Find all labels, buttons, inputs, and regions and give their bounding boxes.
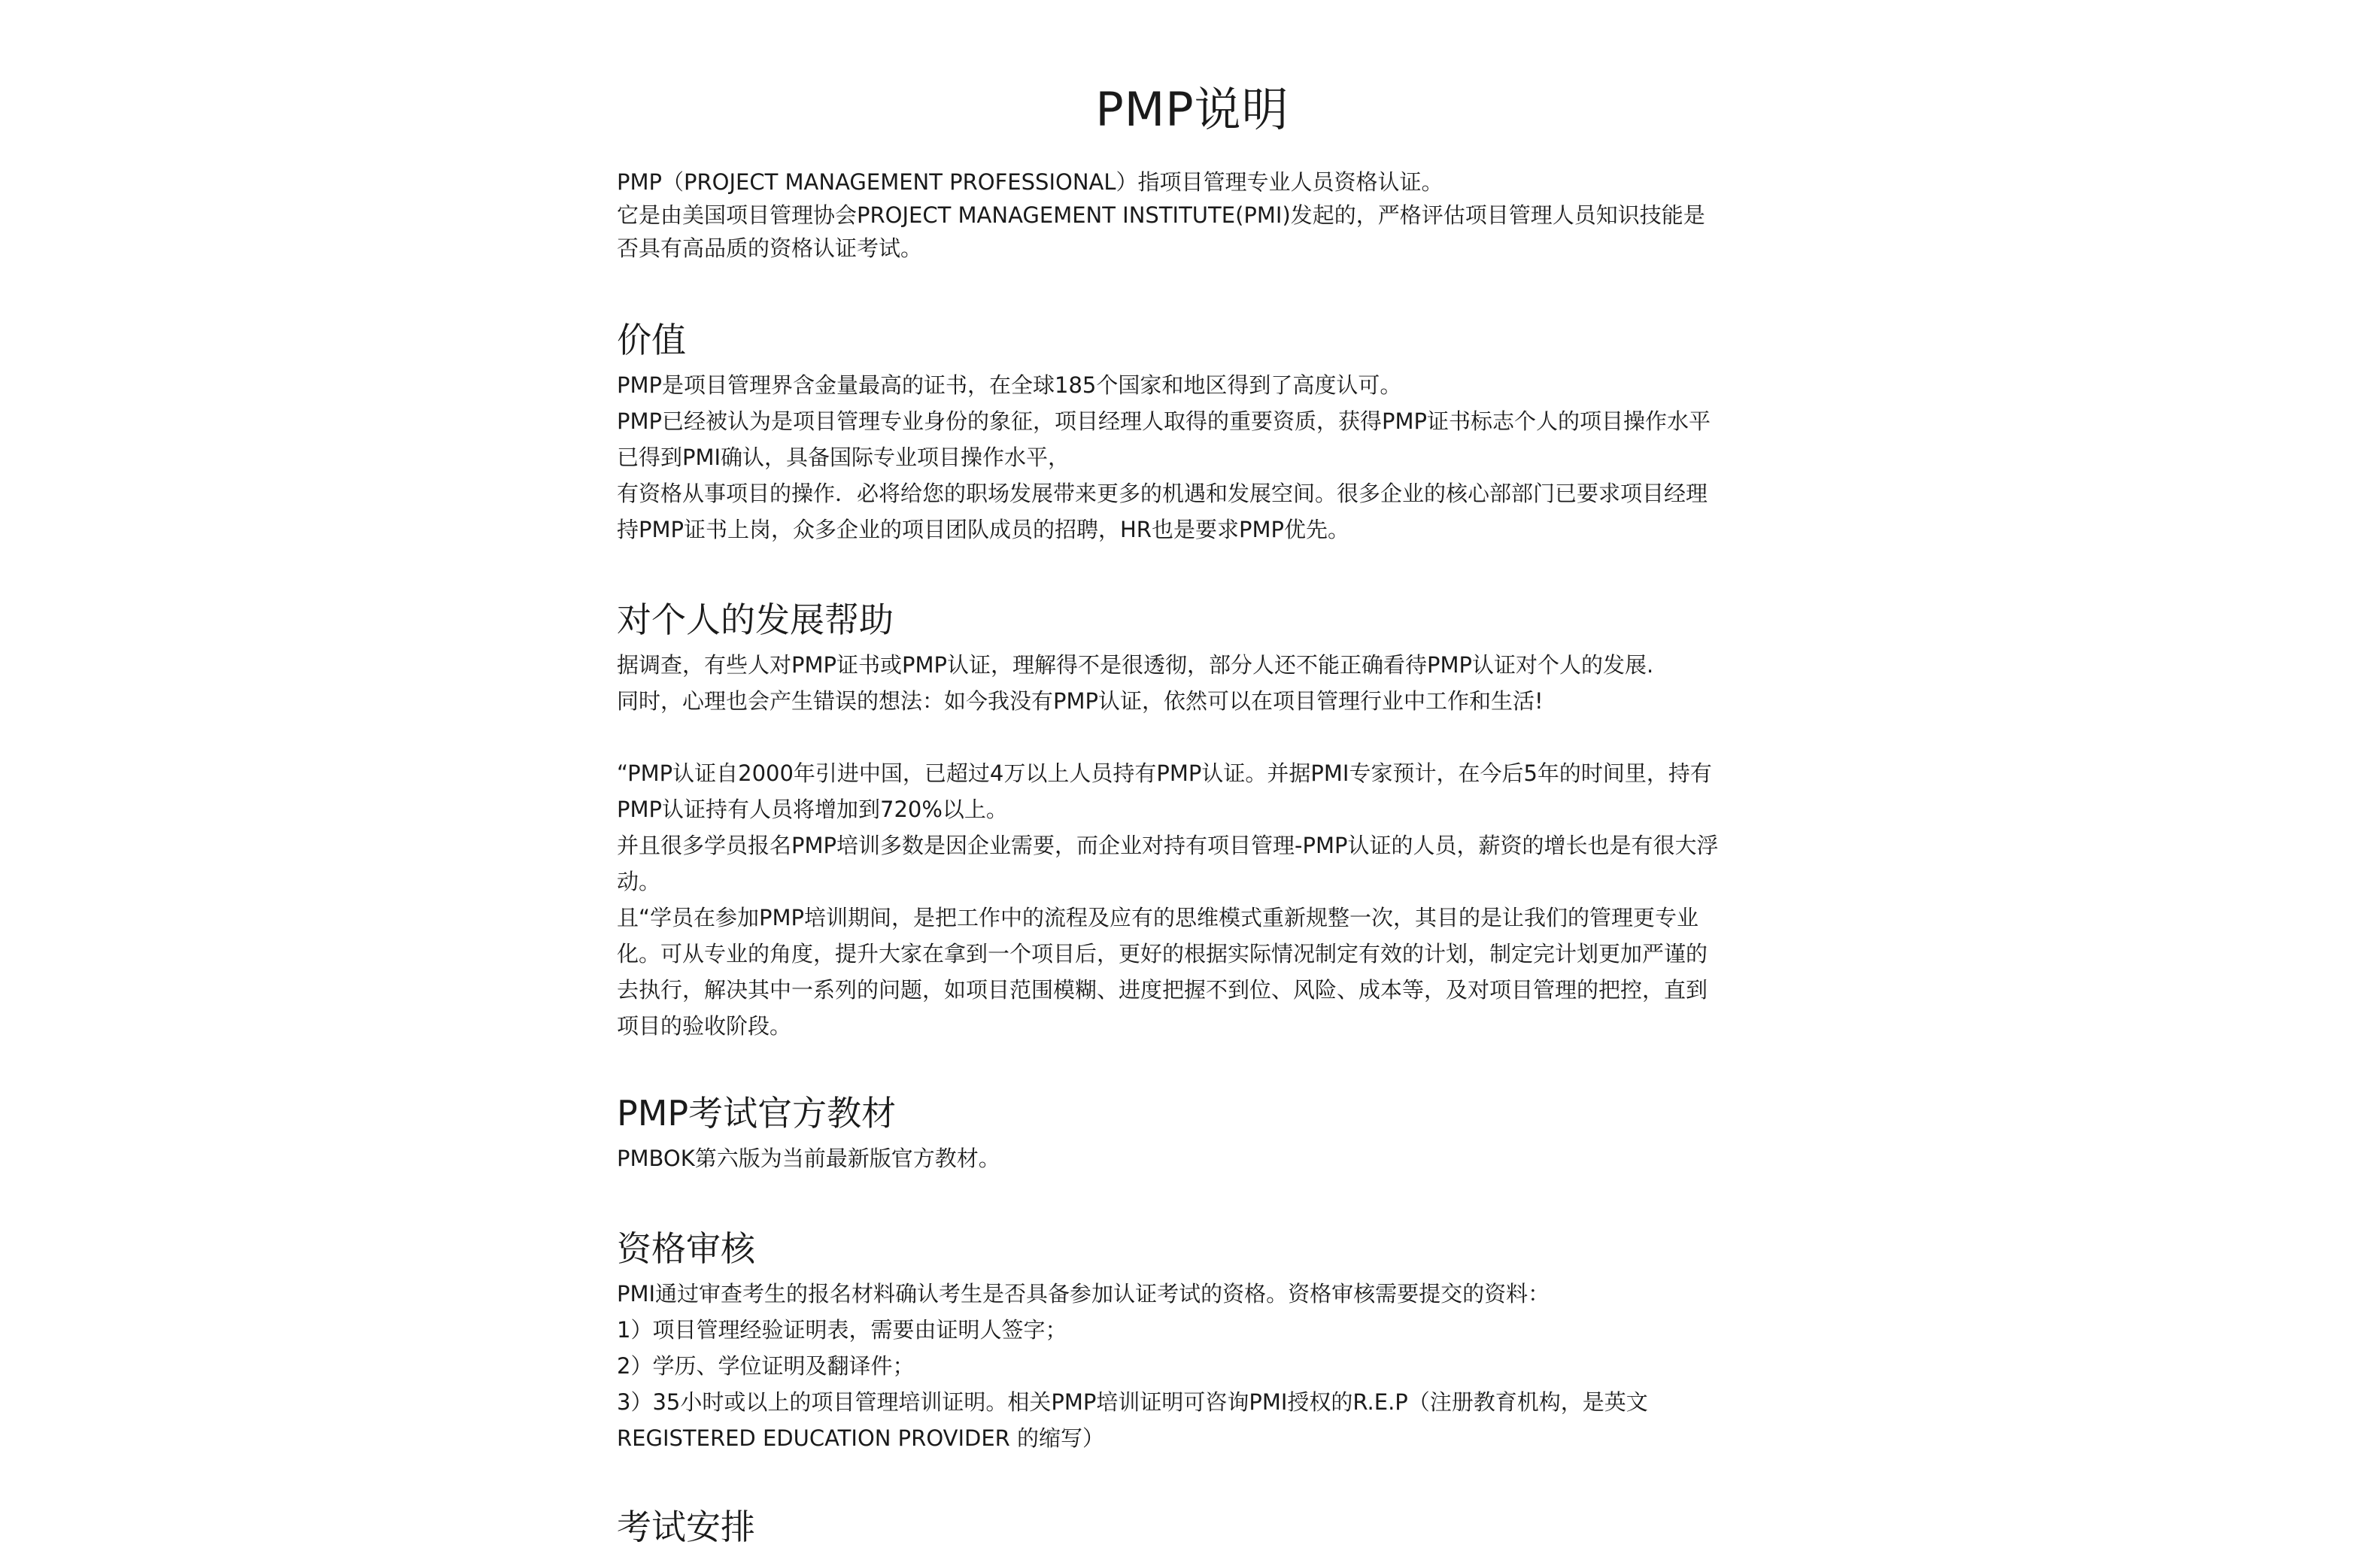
- section-line: 1）项目管理经验证明表，需要由证明人签字；: [617, 1317, 1067, 1343]
- section-line: 化。可从专业的角度，提升大家在拿到一个项目后，更好的根据实际情况制定有效的计划，制定完计划更加严谨的: [617, 941, 1708, 967]
- page-title: PMP说明: [1095, 82, 1289, 137]
- section-line: 且“学员在参加PMP培训期间，是把工作中的流程及应有的思维模式重新规整一次，其目的是让我们的管理更专业: [617, 905, 1699, 930]
- section-line: PMP已经被认为是项目管理专业身份的象征，项目经理人取得的重要资质，获得PMP证书标志个人的项目操作水平: [617, 408, 1711, 434]
- section-line: PMP认证持有人员将增加到720%以上。: [617, 797, 1008, 822]
- section-exam-arrangement: [617, 1504, 1768, 1554]
- section-heading: 价值: [617, 320, 686, 360]
- section-qualification-review: [617, 1226, 1768, 1456]
- intro-line: PMP（PROJECT MANAGEMENT PROFESSIONAL）指项目管理专业人员资格认证。: [617, 169, 1443, 195]
- section-textbook: [617, 1091, 1768, 1176]
- section-personal-development: [617, 597, 1768, 1044]
- intro-line: 否具有高品质的资格认证考试。: [617, 235, 923, 261]
- section-heading: 对个人的发展帮助: [617, 599, 894, 640]
- section-line: 有资格从事项目的操作．必将给您的职场发展带来更多的机遇和发展空间。很多企业的核心部部门已要求项目经理: [617, 481, 1708, 506]
- section-heading: PMP考试官方教材: [617, 1093, 897, 1134]
- section-line: PMP是项目管理界含金量最高的证书，在全球185个国家和地区得到了高度认可。: [617, 372, 1402, 398]
- section-line: PMBOK第六版为当前最新版官方教材。: [617, 1146, 1000, 1171]
- section-line: 同时，心理也会产生错误的想法：如今我没有PMP认证，依然可以在项目管理行业中工作和生活!: [617, 688, 1544, 714]
- section-line: 3）35小时或以上的项目管理培训证明。相关PMP培训证明可咨询PMI授权的R.E.P（注册教育机构，是英文: [617, 1389, 1648, 1415]
- section-line: 并且很多学员报名PMP培训多数是因企业需要，而企业对持有项目管理-PMP认证的人员，薪资的增长也是有很大浮: [617, 833, 1719, 858]
- section-line: PMI通过审查考生的报名材料确认考生是否具备参加认证考试的资格。资格审核需要提交的资料：: [617, 1281, 1550, 1307]
- section-line: “PMP认证自2000年引进中国，已超过4万以上人员持有PMP认证。并据PMI专家预计，在今后5年的时间里，持有: [617, 760, 1712, 786]
- section-value: [617, 317, 1768, 548]
- section-line: 动。: [617, 869, 661, 894]
- section-line: 去执行，解决其中一系列的问题，如项目范围模糊、进度把握不到位、风险、成本等，及对项目管理的把控，直到: [617, 977, 1708, 1003]
- intro-paragraph: [617, 165, 1768, 265]
- section-line: 据调查，有些人对PMP证书或PMP认证，理解得不是很透彻，部分人还不能正确看待PMP认证对个人的发展.: [617, 652, 1654, 678]
- paragraph-spacer: [617, 719, 1768, 755]
- intro-line: 它是由美国项目管理协会PROJECT MANAGEMENT INSTITUTE(PMI)发起的，严格评估项目管理人员知识技能是: [617, 202, 1705, 228]
- section-heading: 资格审核: [617, 1228, 755, 1269]
- section-line: 持PMP证书上岗，众多企业的项目团队成员的招聘，HR也是要求PMP优先。: [617, 517, 1349, 542]
- section-line: 项目的验收阶段。: [617, 1013, 792, 1039]
- section-line: 已得到PMI确认，具备国际专业项目操作水平，: [617, 445, 1070, 470]
- section-line: REGISTERED EDUCATION PROVIDER 的缩写）: [617, 1425, 1105, 1451]
- section-line: 2）学历、学位证明及翻译件；: [617, 1353, 915, 1379]
- section-heading: 考试安排: [617, 1507, 755, 1547]
